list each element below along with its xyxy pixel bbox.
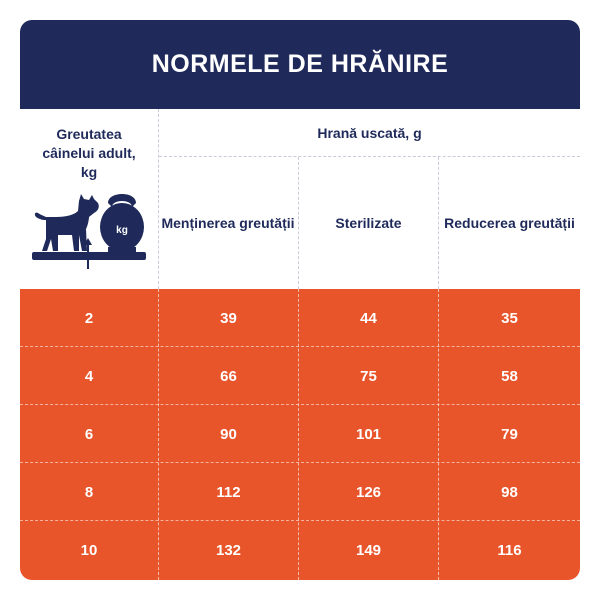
- table-row: [20, 405, 580, 463]
- table-row: [20, 463, 580, 521]
- cell-sterilized: 149: [355, 541, 382, 559]
- cell-reduction: 116: [497, 541, 522, 559]
- cell-weight: 8: [84, 483, 94, 501]
- kettlebell-label: kg: [116, 225, 128, 236]
- feeding-table-card: [20, 20, 580, 580]
- cell-weight: 4: [84, 367, 94, 385]
- weight-column-header: [20, 109, 158, 289]
- cell-maintenance: 66: [220, 367, 237, 385]
- cell-reduction: 35: [501, 309, 518, 327]
- cell-sterilized: 75: [360, 367, 377, 385]
- cell-reduction: 98: [501, 483, 518, 501]
- column-header-sterilized: Sterilizate: [335, 214, 402, 231]
- dog-weight-illustration: [32, 189, 148, 273]
- cell-maintenance: 112: [216, 483, 241, 501]
- cell-reduction: 79: [501, 425, 518, 443]
- column-header-maintenance: Menținerea greutății: [161, 214, 295, 231]
- table-body: [20, 289, 580, 580]
- column-header-reduction: Reducerea greutății: [444, 214, 575, 231]
- cell-sterilized: 101: [355, 425, 382, 443]
- cell-maintenance: 39: [220, 309, 237, 327]
- cell-weight: 6: [84, 425, 94, 443]
- table-row: [20, 347, 580, 405]
- cell-maintenance: 132: [215, 541, 242, 559]
- dry-food-header: Hrană uscată, g: [317, 125, 422, 141]
- cell-weight: 10: [80, 541, 98, 559]
- cell-reduction: 58: [501, 367, 518, 385]
- weight-column-label: Greutatea câinelui adult, kg: [42, 126, 136, 180]
- cell-weight: 2: [84, 309, 94, 327]
- table-row: [20, 289, 580, 347]
- cell-sterilized: 44: [360, 309, 377, 327]
- table-row: [20, 521, 580, 580]
- table-header: [20, 109, 580, 289]
- kettlebell-icon: [100, 194, 144, 253]
- cell-sterilized: 126: [355, 483, 382, 501]
- cell-maintenance: 90: [220, 425, 237, 443]
- page-title: NORMELE DE HRĂNIRE: [20, 20, 580, 109]
